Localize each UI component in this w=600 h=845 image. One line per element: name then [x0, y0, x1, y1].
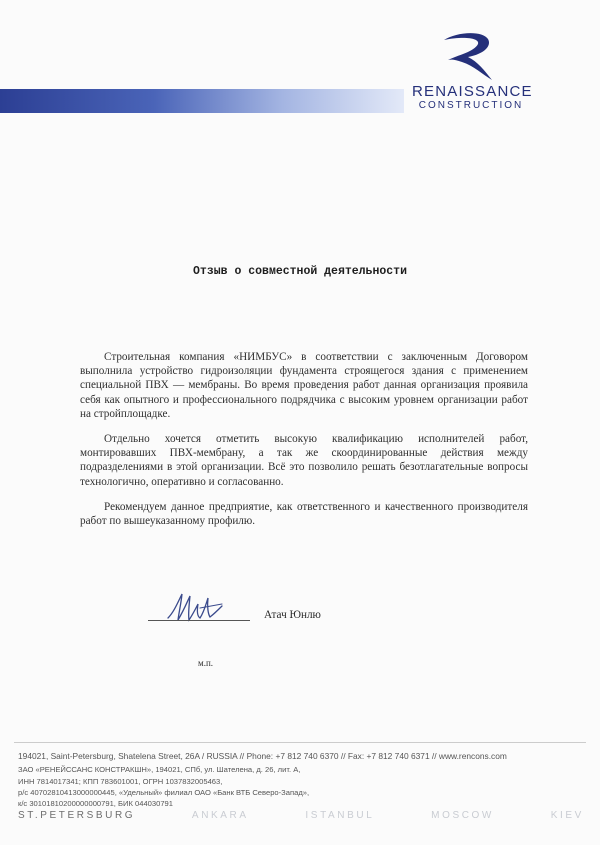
handwritten-signature — [164, 590, 234, 624]
city-label: MOSCOW — [431, 810, 494, 821]
footer-divider — [14, 742, 586, 743]
city-label: ANKARA — [191, 810, 249, 821]
signer-name: Атач Юнлю — [264, 609, 321, 621]
signature-line — [148, 620, 250, 621]
renaissance-r-logo-icon — [438, 30, 496, 84]
letterhead-bar — [0, 89, 404, 113]
paragraph: Отдельно хочется отметить высокую квалификацию исполнителей работ, монтировавших ПВХ-мембрану, а так же скоординированные действия между подразделениями в этой организации. Всё это позволило решать безотлагательные вопросы технологично, оперативно и согласованно. — [80, 433, 528, 488]
city-label: ST.PETERSBURG — [18, 810, 136, 821]
footer-legal-line: ЗАО «РЕНЕЙССАНС КОНСТРАКШН», 194021, СПб, ул. Шателена, д. 26, лит. А, — [18, 765, 301, 775]
paragraph: Строительная компания «НИМБУС» в соответствии с заключенным Договором выполнила устройство гидроизоляции фундамента строящегося здания с применением специальной ПВХ — мембраны. Во время проведения работ данная организация проявила себя как опытного и профессионального подрядчика с высоким уровнем организации работ на стройплощадке. — [80, 351, 528, 420]
stamp-label: м.п. — [198, 658, 214, 668]
paragraph: Рекомендуем данное предприятие, как ответственного и качественного производителя работ по вышеуказанному профилю. — [80, 500, 528, 528]
footer-legal-line: ИНН 7814017341; КПП 783601001, ОГРН 1037832005463, — [18, 776, 223, 786]
office-cities — [18, 810, 584, 821]
letter-body — [80, 350, 528, 539]
footer — [18, 751, 507, 809]
footer-legal-line: р/с 40702810413000000445, «Удельный» филиал ОАО «Банк ВТБ Северо-Запад», — [18, 787, 310, 797]
city-label: KIEV — [550, 810, 584, 821]
brand-subtitle: CONSTRUCTION — [418, 100, 524, 111]
brand-name: RENAISSANCE — [412, 83, 533, 100]
footer-contact-line: 194021, Saint-Petersburg, Shatelena Street, 26A / RUSSIA // Phone: +7 812 740 6370 // Fax: +7 812 740 6371 // www.rencons.com — [18, 751, 507, 761]
city-label: ISTANBUL — [305, 810, 375, 821]
document-title: Отзыв о совместной деятельности — [193, 265, 407, 278]
footer-legal-line: к/с 30101810200000000791, БИК 044030791 — [18, 799, 174, 809]
